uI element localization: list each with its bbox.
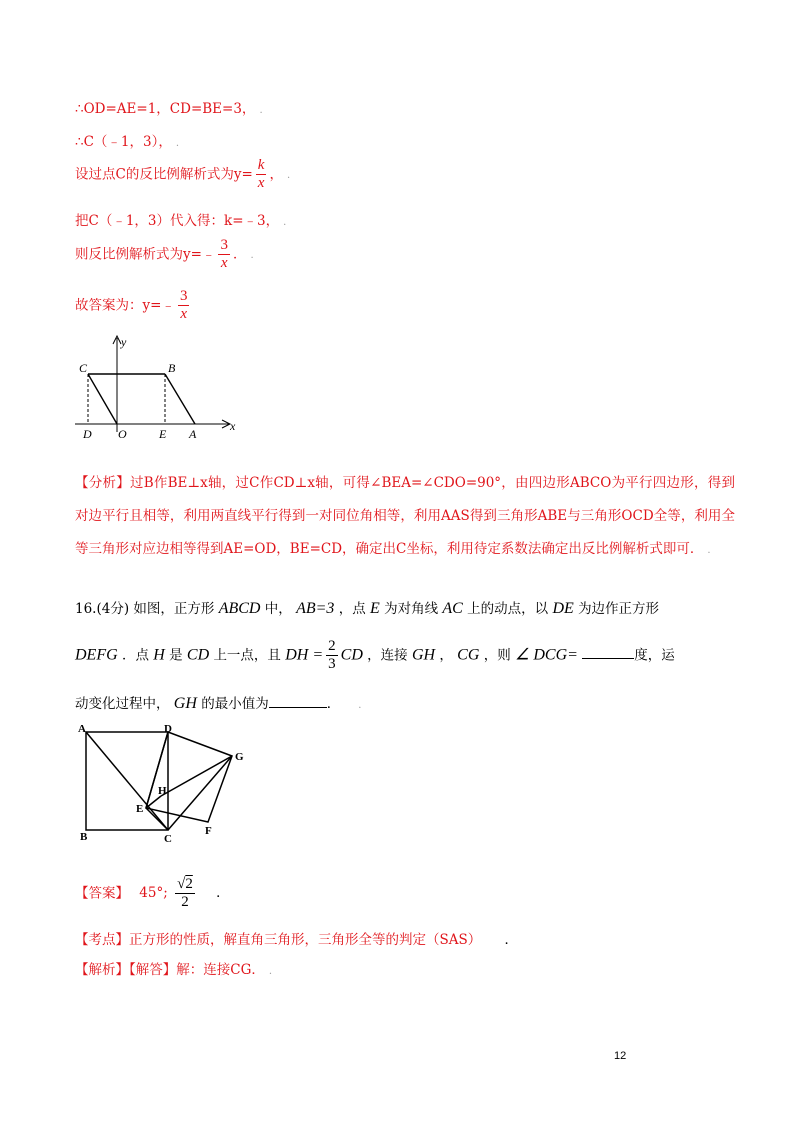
jiexi-text: 解：连接CG． (176, 962, 265, 978)
kaodian-tag: 【考点】 (75, 932, 129, 948)
label-F2: F (205, 825, 212, 837)
kaodian-line: 【考点】正方形的性质，解直角三角形，三角形全等的判定（SAS） ． (75, 932, 518, 948)
label-D: D (83, 427, 92, 440)
kaodian-text: 正方形的性质，解直角三角形，三角形全等的判定（SAS） (129, 932, 475, 948)
answer-line: 【答案】 45°; $\frac{√2}{2}$ ． (75, 876, 230, 911)
label-E: E (159, 427, 167, 440)
label-O: O (118, 427, 127, 440)
question-16-line-1: 16.(4分) 如图，正方形 ABCD 中， AB=3 ，点 E 为对角线 AC 上的动点，以 DE 为边作正方形 (75, 600, 660, 617)
fraction-sqrt2-over-2: $\frac{√2}{2}$ (177, 876, 193, 911)
label-B2: B (80, 831, 88, 843)
fraction-k-over-x: $\frac{k}{x}$ (257, 157, 265, 192)
fraction-2-over-3: $\frac{2}{3}$ (328, 638, 336, 673)
fraction-3-over-x-answer: $\frac{3}{x}$ (179, 288, 188, 323)
answer-blank-gh-min[interactable] (269, 707, 327, 708)
question-16-line-2: DEFG ．点 H 是 CD 上一点，且 DH = $\frac{2}{3}$ CD ，连接 GH ， CG ，则 ∠ DCG= 度，运 (75, 638, 675, 673)
label-G2: G (235, 751, 244, 763)
square-figure (72, 720, 262, 850)
fraction-3-over-x: $\frac{3}{x}$ (220, 237, 228, 272)
label-E2: E (136, 803, 144, 815)
label-y: y (121, 335, 127, 349)
label-C: C (79, 361, 88, 375)
label-A2: A (78, 723, 86, 735)
answer-blank-angle[interactable] (582, 658, 634, 659)
solution-line-5: 则反比例解析式为y=﹣ $\frac{3}{x}$ ． . (75, 237, 254, 272)
jiexi-tag-2: 【解答】 (129, 962, 177, 978)
page-number: 12 (614, 1050, 627, 1062)
solution-line-3: 设过点C的反比例解析式为y= $\frac{k}{x}$ ， . (75, 157, 291, 192)
label-A: A (189, 427, 197, 440)
label-x: x (230, 419, 236, 433)
label-H2: H (158, 785, 167, 797)
jiexi-tag: 【解析】 (75, 962, 129, 978)
parallelogram-figure (70, 330, 240, 440)
question-16-line-3: 动变化过程中， GH 的最小值为 ． . (75, 695, 362, 712)
analysis-text: 过B作BE⊥x轴，过C作CD⊥x轴，可得∠BEA=∠CDO=90°，由四边形ABCO为平行四边形，得到对边平行且相等，利用两直线平行得到一对同位角相等，利用AAS得到三角形ABE与三角形OCD全等，利用全等三角形对应边相等得到AE=OD，BE=CD，确定出C坐标，利用待定系数法确定出反比例解析式即可． (75, 475, 735, 557)
label-D2: D (164, 723, 172, 735)
label-C2: C (164, 833, 172, 845)
answer-tag: 【答案】 (75, 885, 129, 902)
solution-line-6: 故答案为：y=﹣ $\frac{3}{x}$ (75, 288, 188, 323)
analysis-tag: 【分析】 (75, 475, 130, 491)
label-B: B (168, 361, 176, 375)
answer-value: 45°; (139, 885, 168, 902)
solution-line-1: ∴OD=AE=1，CD=BE=3， . (75, 101, 263, 117)
solution-line-2: ∴C（﹣1，3）， . (75, 134, 180, 150)
jiexi-line: 【解析】【解答】解：连接CG． . (75, 962, 273, 978)
solution-line-4: 把C（﹣1，3）代入得：k=﹣3， . (75, 213, 287, 229)
analysis-paragraph: 【分析】过B作BE⊥x轴，过C作CD⊥x轴，可得∠BEA=∠CDO=90°，由四边形ABCO为平行四边形，得到对边平行且相等，利用两直线平行得到一对同位角相等，利用AAS得到三角形ABE与三角形OCD全等，利用全等三角形对应边相等得到AE=OD，BE=CD，确定出C坐标，利用待定系数法确定出反比例解析式即可． . (75, 475, 735, 557)
